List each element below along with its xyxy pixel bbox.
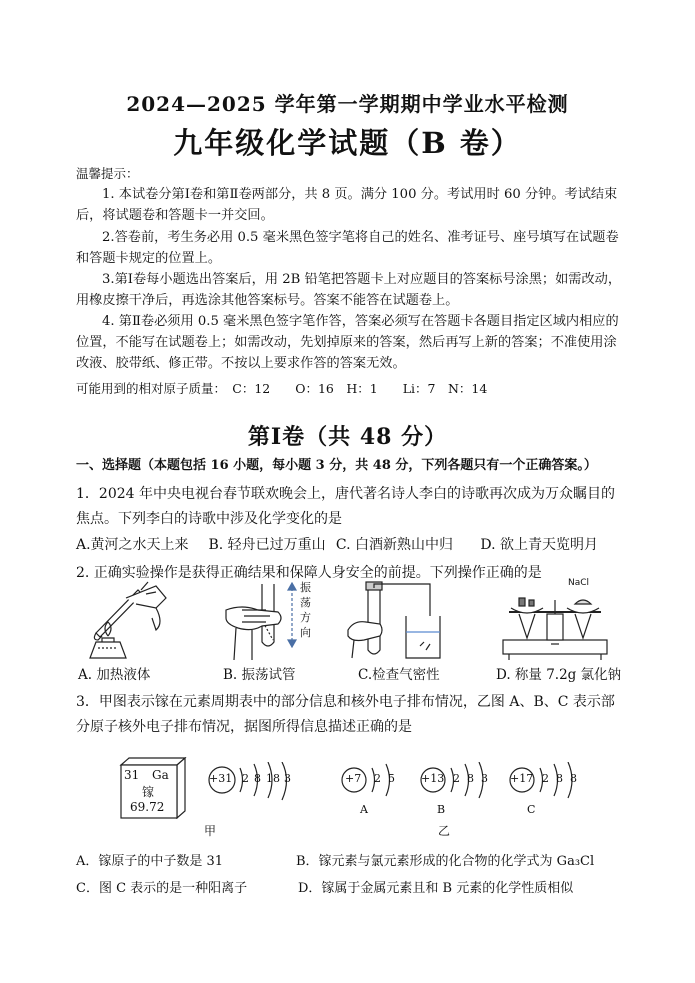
- ga-shell-1: 2: [242, 772, 249, 785]
- ga-shell-2: 8: [254, 772, 261, 785]
- ga-nucleus: +31: [209, 772, 233, 785]
- atom-c-shell-1: 2: [542, 772, 549, 785]
- shake-arrow-icon: [286, 582, 298, 648]
- atom-b-nucleus: +13: [421, 772, 445, 785]
- question-3-stem: 3．甲图表示镓在元素周期表中的部分信息和核外电子排布情况，乙图 A、B、C 表示部分原子核外电子排布情况，据图所得信息描述正确的是: [76, 694, 615, 735]
- atom-c-nucleus: +17: [510, 772, 534, 785]
- ga-atomic-number: 31: [124, 768, 140, 782]
- q3-option-d: D．镓属于金属元素且和 B 元素的化学性质相似: [298, 881, 574, 896]
- exam-subtitle: 九年级化学试题（B 卷）: [173, 126, 522, 160]
- question-2-stem: 2. 正确实验操作是获得正确结果和保障人身安全的前提。下列操作正确的是: [76, 565, 542, 581]
- atom-b-label: B: [437, 803, 446, 816]
- atom-b-shell-2: 8: [467, 772, 474, 785]
- figure-yi-label: 乙: [438, 824, 451, 838]
- airtightness-check-figure: [344, 580, 444, 662]
- atom-b-shell-3: 3: [481, 772, 488, 785]
- tip-item-4: 4. 第Ⅱ卷必须用 0.5 毫米黑色签字笔作答，答案必须写在答题卡各题目指定区域内相应的位置，不能写在试题卷上；如需改动，先划掉原来的答案，然后再写上新的答案；不准使用涂改液、胶带纸、修正带。不按以上要求作答的答案无效。: [76, 314, 619, 371]
- shake-char-2: 荡: [300, 596, 311, 609]
- atom-a-shell-1: 2: [374, 772, 381, 785]
- q2-caption-b: B. 振荡试管: [223, 667, 296, 683]
- shake-char-1: 振: [300, 581, 311, 594]
- shake-direction-label: [300, 580, 312, 640]
- q3-option-a: A．镓原子的中子数是 31: [76, 854, 224, 869]
- q1-option-c: C. 白酒新熟山中归: [335, 537, 454, 553]
- ga-shell-3: 18: [266, 772, 280, 785]
- section-title: 第Ⅰ卷（共 48 分）: [247, 424, 448, 450]
- ga-atom-diagram: [207, 762, 297, 802]
- ga-shell-4: 3: [284, 772, 291, 785]
- q2-caption-d: D. 称量 7.2g 氯化钠: [496, 667, 622, 683]
- heating-liquid-figure: [86, 578, 176, 660]
- q2-caption-c: C.检查气密性: [358, 667, 440, 683]
- atom-a-shell-2: 5: [388, 772, 395, 785]
- shake-char-3: 方: [300, 611, 311, 624]
- exam-title: 2024—2025 学年第一学期期中学业水平检测: [126, 92, 569, 116]
- atom-a-nucleus: +7: [345, 772, 362, 785]
- figure-jia-label: 甲: [204, 824, 217, 838]
- q2-caption-a: A. 加热液体: [78, 667, 151, 683]
- q1-option-a: A.黄河之水天上来: [76, 537, 189, 553]
- atom-c-diagram: [508, 762, 588, 802]
- tips-label: 温馨提示：: [76, 166, 139, 181]
- atom-c-shell-2: 8: [556, 772, 563, 785]
- q3-option-c: C．图 C 表示的是一种阳离子: [76, 881, 248, 896]
- part-label: 一、选择题: [76, 458, 142, 473]
- question-1-stem: 1．2024 年中央电视台春节联欢晚会上，唐代著名诗人李白的诗歌再次成为万众瞩目的焦点。下列李白的诗歌中涉及化学变化的是: [76, 486, 615, 527]
- shake-char-4: 向: [300, 626, 311, 639]
- ga-name: 镓: [142, 785, 155, 799]
- ga-atomic-mass: 69.72: [130, 800, 165, 814]
- ga-symbol: Ga: [152, 768, 169, 782]
- balance-figure: [499, 578, 611, 662]
- atom-c-shell-3: 8: [570, 772, 577, 785]
- atom-a-label: A: [360, 803, 368, 816]
- part-heading: [76, 455, 624, 476]
- atom-b-shell-1: 2: [453, 772, 460, 785]
- tip-item-2: 2.答卷前，考生务必用 0.5 毫米黑色签字笔将自己的姓名、准考证号、座号填写在试题卷和答题卡规定的位置上。: [76, 230, 619, 266]
- atom-c-label: C: [527, 803, 536, 816]
- tip-item-1: 1. 本试卷分第Ⅰ卷和第Ⅱ卷两部分，共 8 页。满分 100 分。考试用时 60 分钟。考试结束后，将试题卷和答题卡一并交回。: [76, 187, 618, 223]
- part-desc: （本题包括 16 小题，每小题 3 分，共 48 分，下列各题只有一个正确答案。）: [141, 458, 597, 473]
- q1-option-d: D. 欲上青天览明月: [480, 537, 598, 553]
- atom-a-diagram: [340, 762, 410, 802]
- q1-option-b: B. 轻舟已过万重山: [208, 537, 326, 553]
- atomic-masses: 可能用到的相对原子质量： C：12 O：16 H：1 Li：7 N：14: [76, 381, 488, 396]
- nacl-label: NaCl: [568, 578, 590, 588]
- atom-b-diagram: [419, 762, 499, 802]
- tip-item-3: 3.第Ⅰ卷每小题选出答案后，用 2B 铅笔把答题卡上对应题目的答案标号涂黑；如需改动，用橡皮擦干净后，再选涂其他答案标号。答案不能答在试题卷上。: [76, 272, 622, 308]
- q3-option-b: B．镓元素与氯元素形成的化合物的化学式为 Ga₃Cl: [296, 854, 595, 869]
- question-1-options: [76, 534, 636, 554]
